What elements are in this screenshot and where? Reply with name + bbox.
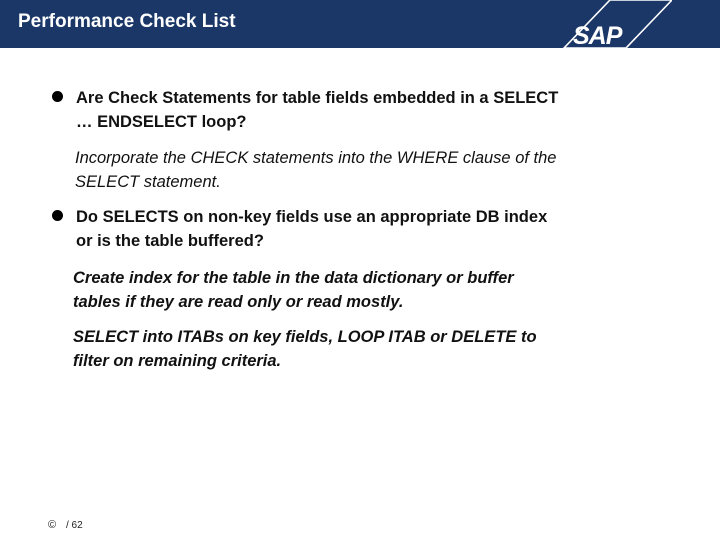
page-number: / 62 — [66, 520, 83, 531]
note-line: Create index for the table in the data dictionary or buffer — [73, 269, 514, 287]
slide-title: Performance Check List — [18, 11, 236, 32]
bullet-line: or is the table buffered? — [76, 232, 264, 250]
note-line: SELECT statement. — [75, 173, 221, 191]
note-line: tables if they are read only or read mostly. — [73, 293, 404, 311]
bullet-dot-icon — [52, 210, 63, 221]
bullet-dot-icon — [52, 91, 63, 102]
note-line: SELECT into ITABs on key fields, LOOP ITAB or DELETE to — [73, 328, 537, 346]
bullet-line: Are Check Statements for table fields embedded in a SELECT — [76, 89, 559, 107]
sap-logo: SAP — [573, 22, 622, 50]
note-line: filter on remaining criteria. — [73, 352, 282, 370]
note-line: Incorporate the CHECK statements into the WHERE clause of the — [75, 149, 557, 167]
copyright-icon: © — [48, 519, 57, 531]
bullet-line: … ENDSELECT loop? — [76, 113, 247, 131]
bullet-line: Do SELECTS on non-key fields use an appropriate DB index — [76, 208, 548, 226]
